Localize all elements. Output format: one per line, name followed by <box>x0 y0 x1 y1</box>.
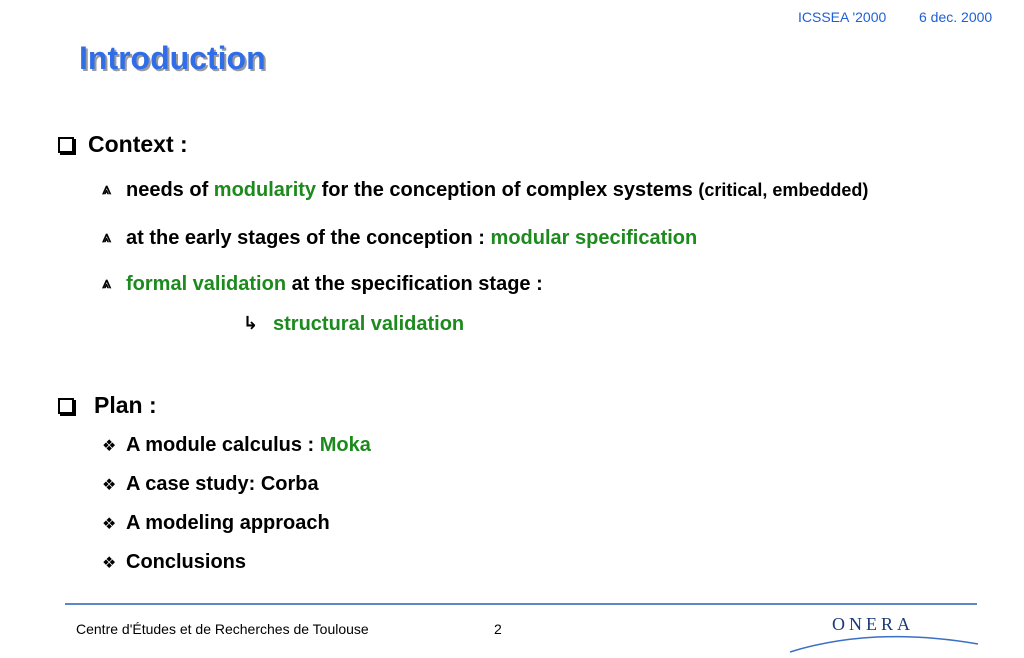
context-item-1-pre: needs of <box>126 179 214 201</box>
four-diamond-icon: ❖ <box>102 516 117 533</box>
header-date: 6 dec. 2000 <box>919 9 993 25</box>
arrowhead-icon: ⩓ <box>102 181 112 198</box>
context-item-1-note: (critical, embedded) <box>698 180 869 200</box>
arrowhead-icon: ⩓ <box>102 229 112 246</box>
plan-item-2-text: A case study: Corba <box>126 473 319 495</box>
logo-swoosh <box>790 637 978 652</box>
context-item-1-post: for the conception of complex systems <box>321 179 699 201</box>
footer-rule <box>65 603 977 605</box>
plan-item-1-highlight: Moka <box>319 434 371 456</box>
context-item-2-highlight: modular specification <box>490 227 698 249</box>
onera-logo <box>784 608 980 656</box>
hollow-square-icon <box>58 137 74 153</box>
slide-title: Introduction <box>79 40 266 76</box>
four-diamond-icon: ❖ <box>102 555 117 572</box>
header-conference: ICSSEA '2000 <box>798 9 887 25</box>
context-item-3-post: at the specification stage : <box>291 273 543 295</box>
arrowhead-icon: ⩓ <box>102 275 112 292</box>
page-number: 2 <box>494 621 502 637</box>
footer-institution: Centre d'Études et de Recherches de Toulouse <box>76 621 369 637</box>
hollow-square-icon <box>58 398 74 414</box>
context-heading: Context : <box>88 131 188 157</box>
four-diamond-icon: ❖ <box>102 438 117 455</box>
context-sub-item-text: structural validation <box>273 313 465 335</box>
logo-text: ONERA <box>832 614 914 634</box>
context-item-2-pre: at the early stages of the conception : <box>126 227 491 249</box>
context-item-3-highlight: formal validation <box>126 273 287 295</box>
plan-item-3-text: A modeling approach <box>126 512 330 534</box>
four-diamond-icon: ❖ <box>102 477 117 494</box>
plan-heading: Plan : <box>94 392 157 418</box>
arrow-down-right-icon: ↳ <box>243 313 259 333</box>
plan-item-4-text: Conclusions <box>126 551 247 573</box>
plan-item-1-pre: A module calculus : <box>126 434 320 456</box>
context-item-1-highlight: modularity <box>213 179 317 201</box>
